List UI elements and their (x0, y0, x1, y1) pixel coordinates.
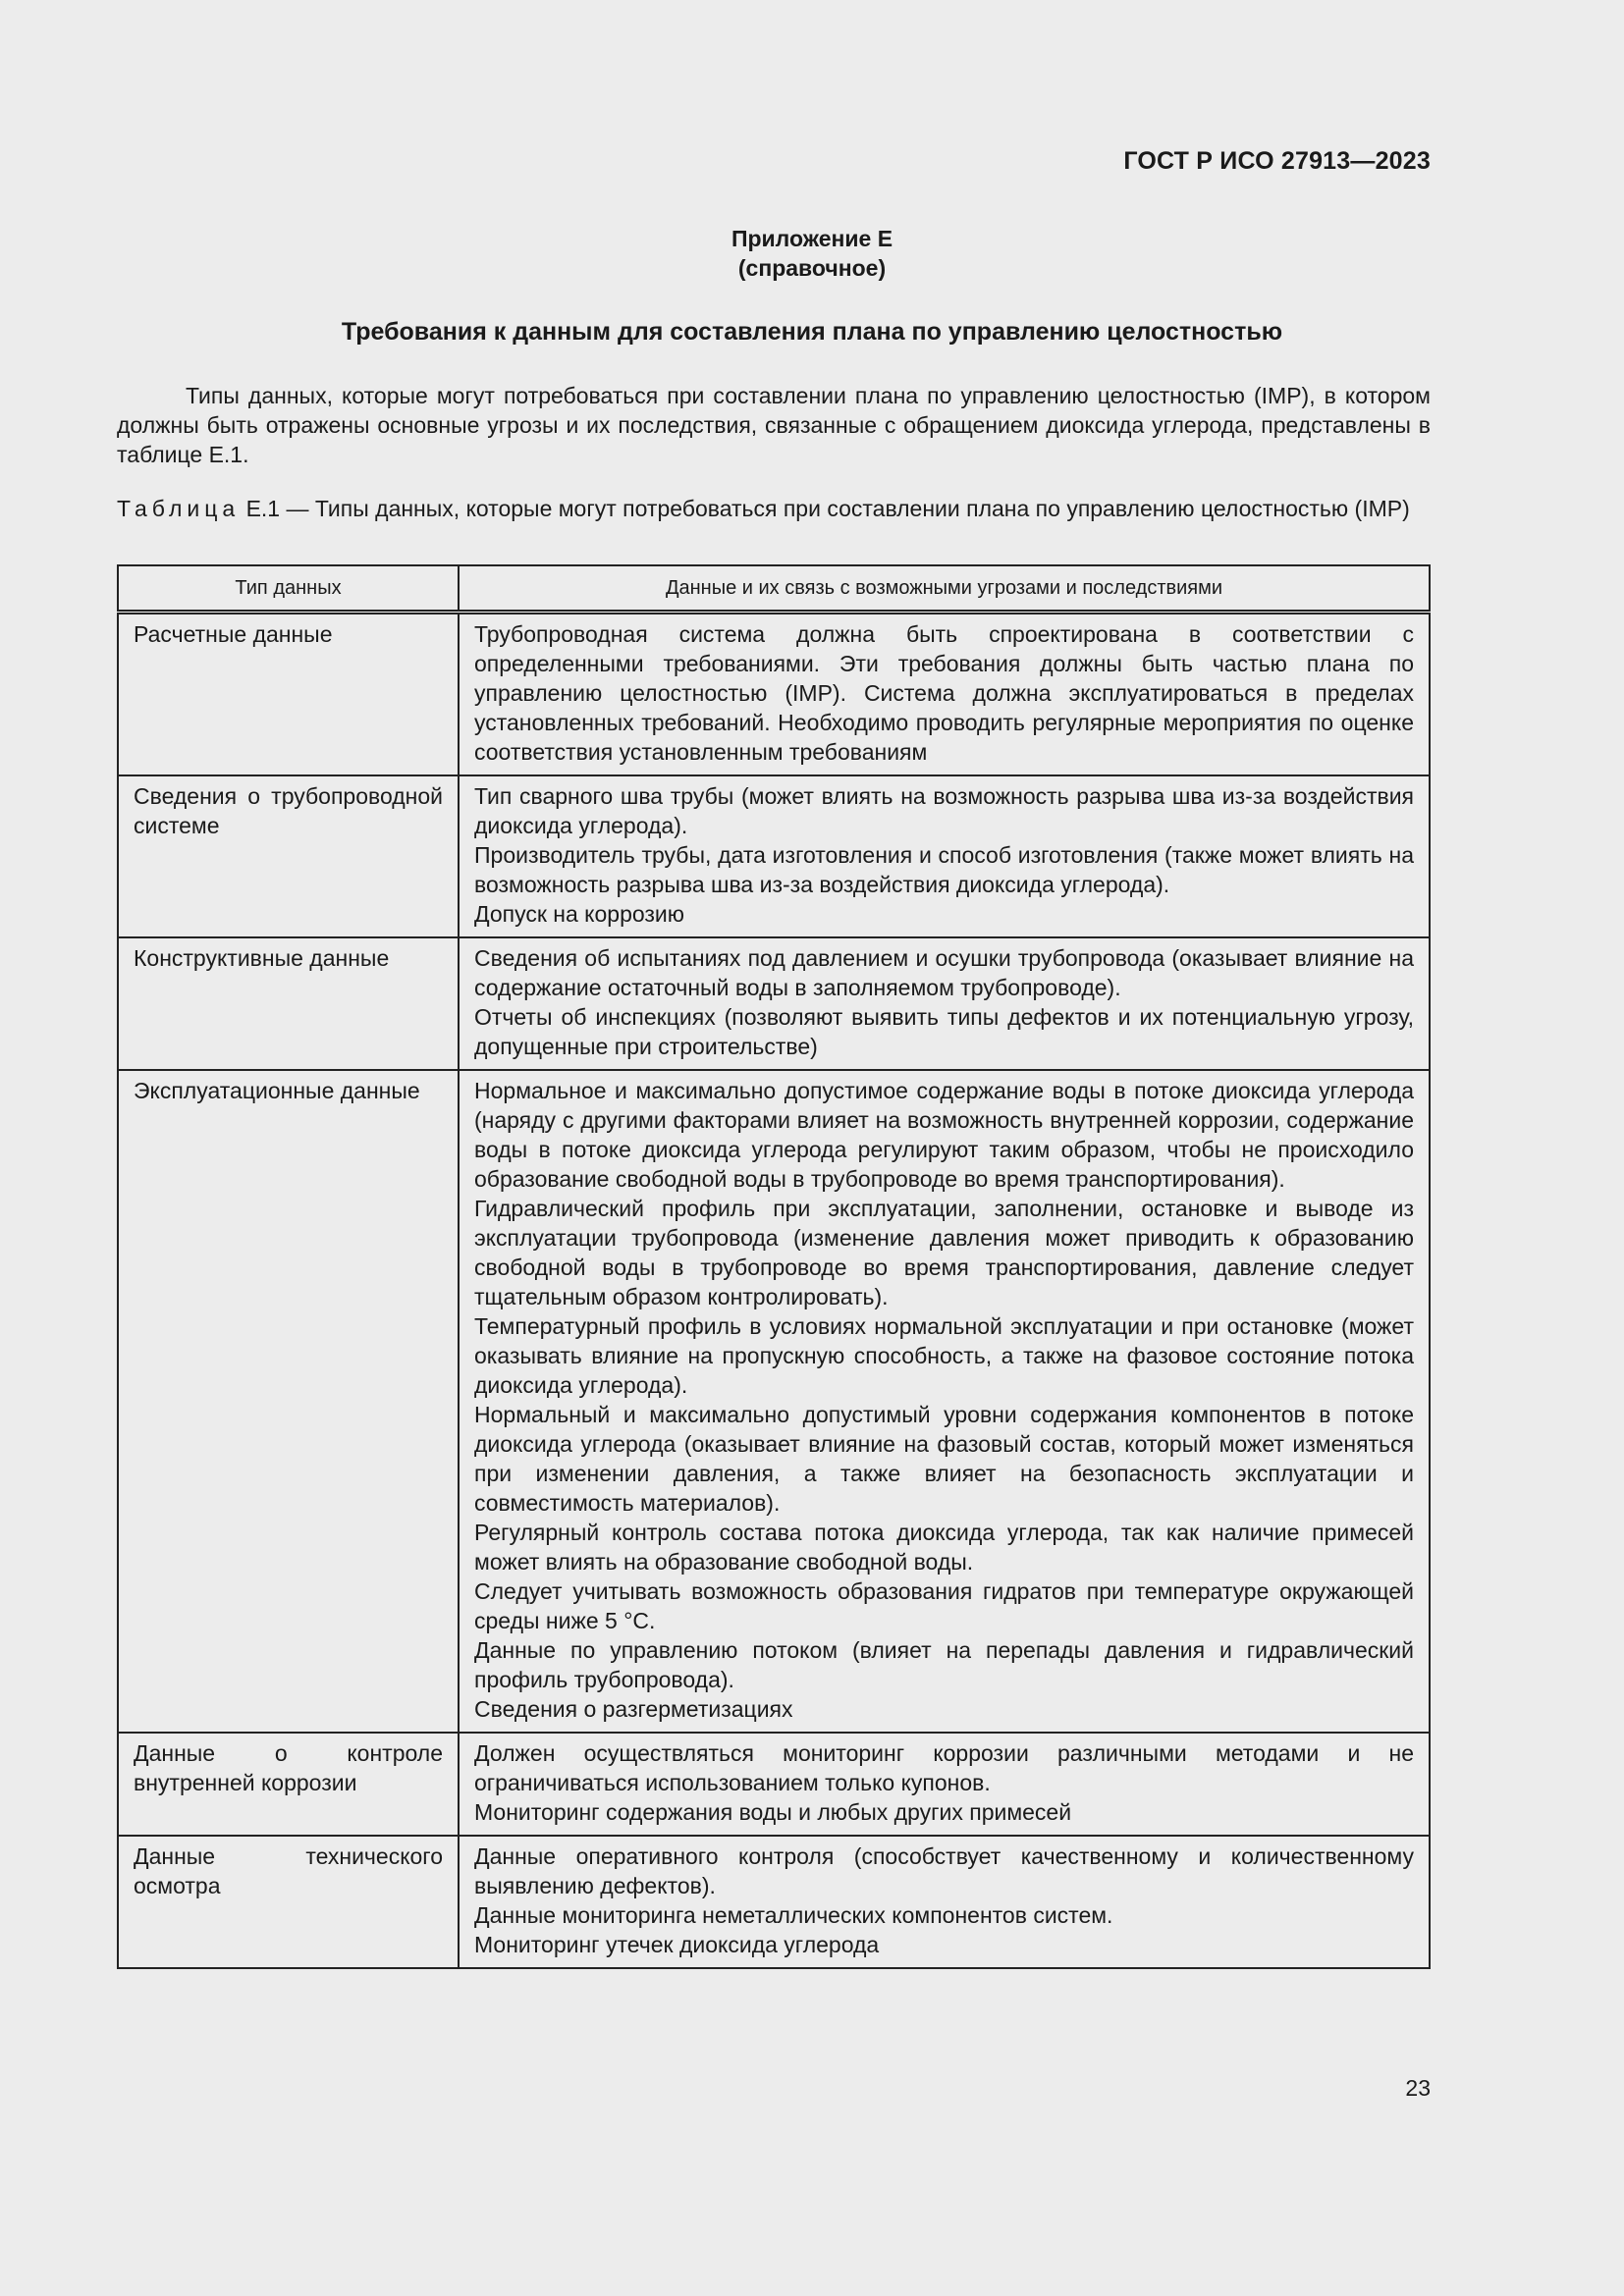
description-line: Трубопроводная система должна быть спроектирована в соответствии с определенными требованиями. Эти требования должны быть частью плана по управлению целостностью (IMP). Система должна эксплуатироваться в пределах установленных требований. Необходимо проводить регулярные мероприятия по оценке соответствия установленным требованиям (474, 621, 1414, 765)
description-line: Нормальный и максимально допустимый уровни содержания компонентов в потоке диоксида углерода (оказывает влияние на фазовый состав, который может изменяться при изменении давления, а также влияет на безопасность эксплуатации и совместимость материалов). (474, 1402, 1414, 1516)
description-line: Данные по управлению потоком (влияет на перепады давления и гидравлический профиль трубопровода). (474, 1637, 1414, 1692)
annex-title: Приложение Е (731, 226, 893, 251)
row-type-cell: Данные технического осмотра (118, 1836, 459, 1968)
description-line: Должен осуществляться мониторинг коррозии различными методами и не ограничиваться использованием только купонов. (474, 1740, 1414, 1795)
description-line: Допуск на коррозию (474, 901, 685, 927)
description-line: Мониторинг утечек диоксида углерода (474, 1932, 880, 1957)
data-requirements-table (117, 564, 1431, 1969)
description-line: Данные оперативного контроля (способствует качественному и количественному выявлению дефектов). (474, 1843, 1414, 1898)
description-line: Нормальное и максимально допустимое содержание воды в потоке диоксида углерода (наряду с другими факторами влияет на возможность внутренней коррозии, содержание воды в потоке диоксида углерода регулируют таким образом, чтобы не происходило образование свободной воды в трубопроводе во время транспортирования). (474, 1078, 1414, 1192)
annex-subtitle: (справочное) (737, 255, 887, 281)
table-caption-label: Таблица (117, 496, 241, 521)
description-line: Тип сварного шва трубы (может влиять на возможность разрыва шва из-за воздействия диоксида углерода). (474, 783, 1414, 838)
row-type-cell: Эксплуатационные данные (118, 1070, 459, 1733)
row-description-cell (459, 1733, 1430, 1836)
table-row (118, 613, 1430, 776)
header-data-description: Данные и их связь с возможными угрозами и последствиями (459, 565, 1430, 613)
description-line: Производитель трубы, дата изготовления и способ изготовления (также может влиять на возможность разрыва шва из-за воздействия диоксида углерода). (474, 842, 1414, 897)
table-caption-text: Е.1 — Типы данных, которые могут потребоваться при составлении плана по управлению целостностью (IMP) (245, 496, 1410, 521)
row-description-cell (459, 775, 1430, 937)
description-line: Мониторинг содержания воды и любых других примесей (474, 1799, 1072, 1825)
row-type-cell: Расчетные данные (118, 613, 459, 776)
description-line: Следует учитывать возможность образования гидратов при температуре окружающей среды ниже 5 °C. (474, 1578, 1414, 1633)
page-number: 23 (1405, 2075, 1431, 2101)
description-line: Температурный профиль в условиях нормальной эксплуатации и при остановке (может оказывать влияние на пропускную способность, а также на фазовое состояние потока диоксида углерода). (474, 1313, 1414, 1398)
description-line: Регулярный контроль состава потока диоксида углерода, так как наличие примесей может влиять на образование свободной воды. (474, 1520, 1414, 1575)
row-type-cell: Данные о контроле внутренней коррозии (118, 1733, 459, 1836)
header-data-type: Тип данных (118, 565, 459, 613)
description-line: Гидравлический профиль при эксплуатации, заполнении, остановке и выводе из эксплуатации трубопровода (изменение давления может приводить к образованию свободной воды в трубопроводе во время транспортирования, давление следует тщательным образом контролировать). (474, 1196, 1414, 1309)
description-line: Данные мониторинга неметаллических компонентов систем. (474, 1902, 1113, 1928)
section-title: Требования к данным для составления плана по управлению целостностью (341, 318, 1283, 346)
table-header-row (118, 565, 1430, 613)
row-description-cell (459, 1836, 1430, 1968)
row-description-cell (459, 937, 1430, 1070)
row-type-cell: Конструктивные данные (118, 937, 459, 1070)
table-row (118, 1733, 1430, 1836)
row-type-cell: Сведения о трубопроводной системе (118, 775, 459, 937)
document-id: ГОСТ Р ИСО 27913—2023 (1123, 147, 1431, 175)
table-row (118, 1070, 1430, 1733)
description-line: Отчеты об инспекциях (позволяют выявить типы дефектов и их потенциальную угрозу, допущенные при строительстве) (474, 1004, 1414, 1059)
description-line: Сведения об испытаниях под давлением и осушки трубопровода (оказывает влияние на содержание остаточный воды в заполняемом трубопроводе). (474, 945, 1414, 1000)
table-row (118, 775, 1430, 937)
table-row (118, 937, 1430, 1070)
description-line: Сведения о разгерметизациях (474, 1696, 793, 1722)
row-description-cell (459, 1070, 1430, 1733)
table-row (118, 1836, 1430, 1968)
table-caption (117, 494, 1431, 523)
intro-paragraph: Типы данных, которые могут потребоваться при составлении плана по управлению целостностью (IMP), в котором должны быть отражены основные угрозы и их последствия, связанные с обращением диоксида углерода, представлены в таблице Е.1. (117, 383, 1431, 467)
row-description-cell (459, 613, 1430, 776)
annex-heading (0, 224, 1624, 283)
